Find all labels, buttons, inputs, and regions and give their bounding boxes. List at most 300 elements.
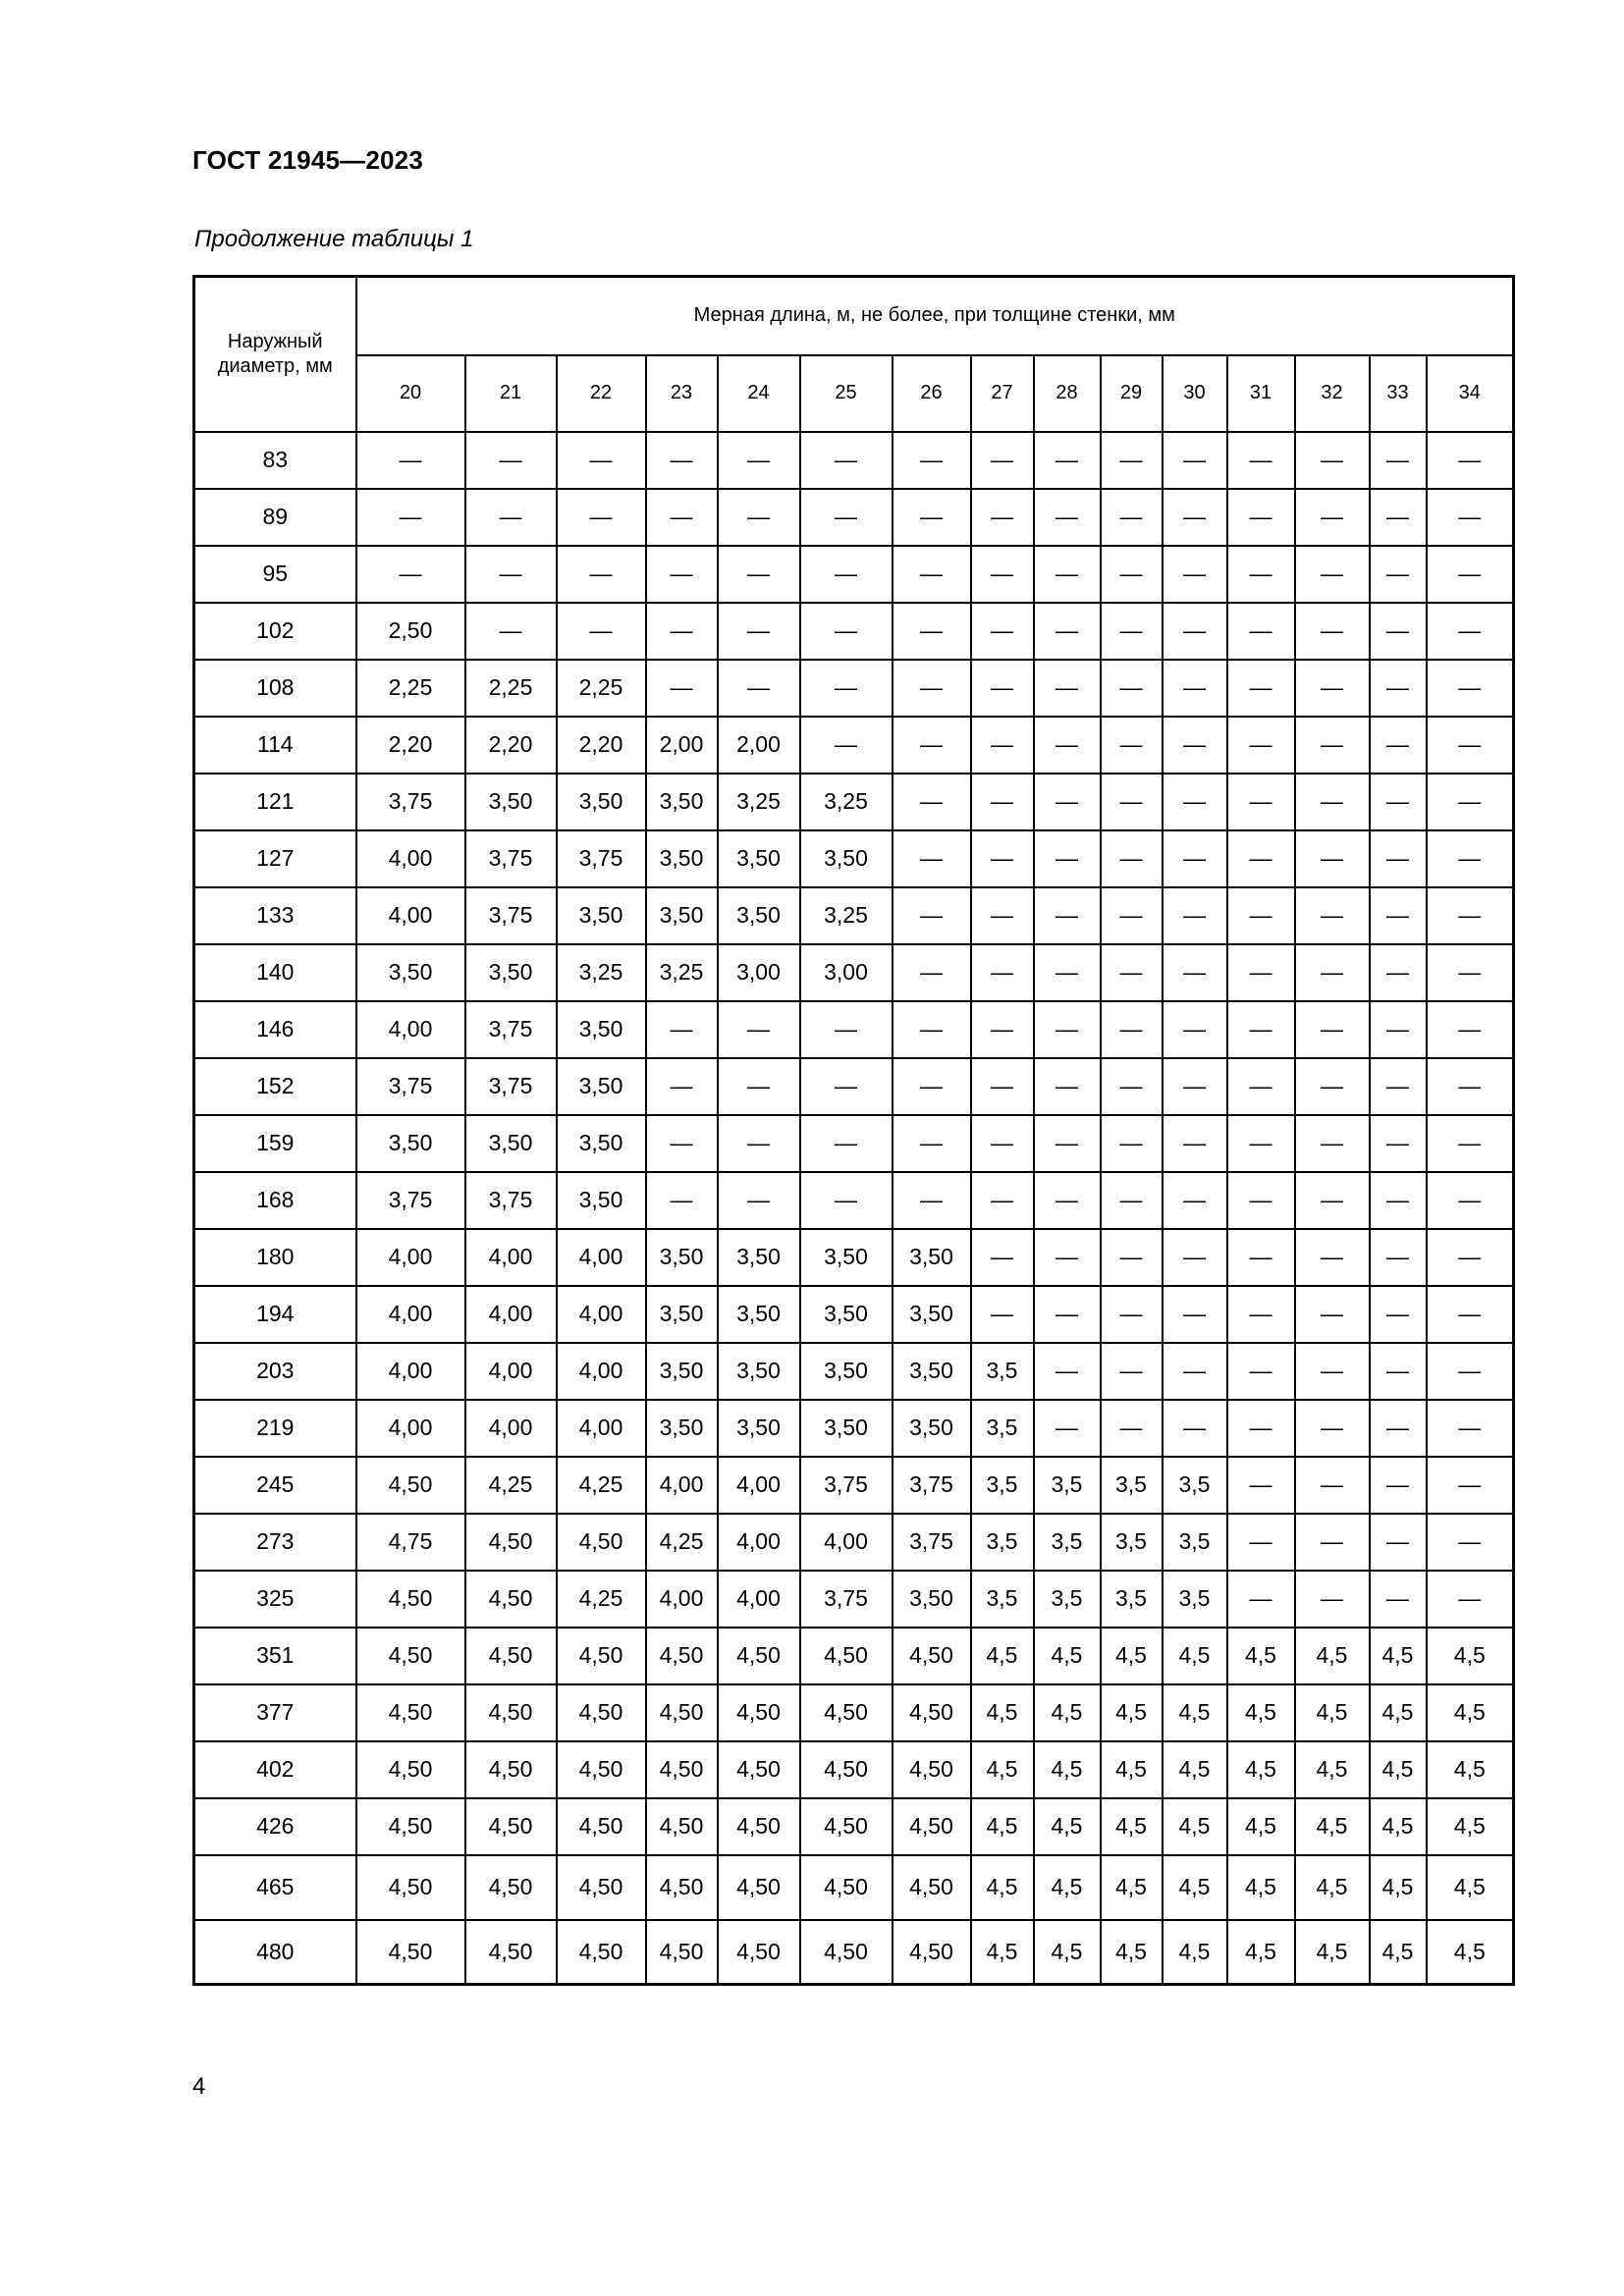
length-value-cell: 4,00 [356, 1286, 465, 1343]
length-value-cell: 4,50 [356, 1920, 465, 1985]
outer-diameter-cell: 152 [194, 1058, 356, 1115]
length-value-cell: 4,50 [356, 1684, 465, 1741]
length-value-cell: — [1427, 603, 1514, 660]
length-value-cell: — [893, 944, 971, 1001]
length-value-cell: — [1427, 1058, 1514, 1115]
length-value-cell: 3,50 [557, 1058, 646, 1115]
length-value-cell: — [718, 660, 800, 717]
length-value-cell: — [1227, 432, 1295, 489]
length-value-cell: — [718, 546, 800, 603]
wall-thickness-column-header: 24 [718, 355, 800, 432]
length-value-cell: — [1427, 887, 1514, 944]
table-row [194, 717, 1514, 774]
length-value-cell: 4,00 [557, 1343, 646, 1400]
length-value-cell: 3,50 [800, 830, 893, 887]
length-value-cell: 4,5 [1295, 1628, 1370, 1684]
length-value-cell: 4,00 [557, 1400, 646, 1457]
length-value-cell: — [1295, 489, 1370, 546]
length-value-cell: 3,50 [893, 1400, 971, 1457]
length-value-cell: — [1227, 1343, 1295, 1400]
outer-diameter-cell: 159 [194, 1115, 356, 1172]
length-value-cell: — [971, 1286, 1034, 1343]
length-value-cell: 4,50 [718, 1920, 800, 1985]
length-value-cell: — [557, 432, 646, 489]
length-value-cell: — [1295, 1343, 1370, 1400]
length-value-cell: 3,50 [800, 1229, 893, 1286]
length-value-cell: — [1227, 1229, 1295, 1286]
length-value-cell: 3,75 [557, 830, 646, 887]
length-value-cell: 3,75 [465, 1172, 557, 1229]
length-value-cell: 4,50 [718, 1741, 800, 1798]
length-value-cell: 4,50 [646, 1741, 718, 1798]
table-row [194, 1343, 1514, 1400]
table-row [194, 944, 1514, 1001]
wall-thickness-column-header: 26 [893, 355, 971, 432]
length-value-cell: — [1034, 887, 1101, 944]
length-value-cell: 4,5 [1034, 1855, 1101, 1920]
wall-thickness-column-header: 27 [971, 355, 1034, 432]
length-value-cell: — [1370, 1514, 1427, 1571]
length-value-cell: — [465, 603, 557, 660]
wall-thickness-column-header: 25 [800, 355, 893, 432]
length-value-cell: 3,5 [971, 1571, 1034, 1628]
length-value-cell: — [1034, 944, 1101, 1001]
length-value-cell: 4,5 [1101, 1798, 1163, 1855]
length-value-cell: — [646, 1058, 718, 1115]
outer-diameter-cell: 83 [194, 432, 356, 489]
length-value-cell: — [1427, 1115, 1514, 1172]
outer-diameter-cell: 194 [194, 1286, 356, 1343]
length-value-cell: — [971, 944, 1034, 1001]
outer-diameter-cell: 465 [194, 1855, 356, 1920]
length-value-cell: 4,50 [465, 1571, 557, 1628]
length-value-cell: 3,25 [800, 887, 893, 944]
length-value-cell: 3,50 [646, 1229, 718, 1286]
length-value-cell: 4,50 [800, 1628, 893, 1684]
length-value-cell: — [1163, 489, 1227, 546]
length-value-cell: — [1370, 887, 1427, 944]
length-value-cell: 3,5 [1034, 1457, 1101, 1514]
length-value-cell: 4,5 [971, 1920, 1034, 1985]
length-value-cell: — [646, 1172, 718, 1229]
length-value-cell: — [1163, 1115, 1227, 1172]
length-value-cell: — [1370, 1286, 1427, 1343]
length-value-cell: — [1163, 1058, 1227, 1115]
length-value-cell: — [1034, 830, 1101, 887]
length-value-cell: — [1163, 1343, 1227, 1400]
length-value-cell: — [1227, 489, 1295, 546]
length-value-cell: — [1370, 1400, 1427, 1457]
length-value-cell: 4,00 [646, 1457, 718, 1514]
length-value-cell: — [1427, 1514, 1514, 1571]
outer-diameter-cell: 325 [194, 1571, 356, 1628]
length-value-cell: — [893, 432, 971, 489]
length-value-cell: — [465, 432, 557, 489]
length-value-cell: — [646, 603, 718, 660]
outer-diameter-cell: 203 [194, 1343, 356, 1400]
length-value-cell: 3,75 [893, 1514, 971, 1571]
wall-thickness-column-header: 22 [557, 355, 646, 432]
length-value-cell: 4,00 [800, 1514, 893, 1571]
length-value-cell: — [1227, 1457, 1295, 1514]
length-value-cell: — [1034, 489, 1101, 546]
length-value-cell: 4,5 [1227, 1684, 1295, 1741]
length-value-cell: 4,50 [800, 1798, 893, 1855]
length-value-cell: 4,5 [1034, 1798, 1101, 1855]
outer-diameter-cell: 402 [194, 1741, 356, 1798]
length-value-cell: 4,50 [893, 1741, 971, 1798]
length-value-cell: 4,00 [356, 1343, 465, 1400]
length-value-cell: — [1427, 1286, 1514, 1343]
length-value-cell: — [1370, 1343, 1427, 1400]
length-value-cell: — [971, 489, 1034, 546]
length-value-cell: — [1034, 1343, 1101, 1400]
length-value-cell: 4,5 [1370, 1798, 1427, 1855]
length-value-cell: — [800, 603, 893, 660]
length-value-cell: 3,50 [800, 1343, 893, 1400]
length-value-cell: — [1163, 1172, 1227, 1229]
length-value-cell: 3,50 [646, 887, 718, 944]
length-value-cell: — [1295, 944, 1370, 1001]
length-value-cell: 3,50 [800, 1400, 893, 1457]
length-value-cell: — [1227, 887, 1295, 944]
length-value-cell: — [893, 489, 971, 546]
length-value-cell: 3,75 [465, 1058, 557, 1115]
length-value-cell: 4,00 [356, 887, 465, 944]
length-value-cell: — [1295, 660, 1370, 717]
length-value-cell: — [1427, 1172, 1514, 1229]
table-row [194, 830, 1514, 887]
length-value-cell: 4,5 [1227, 1798, 1295, 1855]
length-value-cell: — [557, 489, 646, 546]
length-value-cell: 4,50 [465, 1514, 557, 1571]
length-value-cell: 3,50 [646, 1400, 718, 1457]
length-value-cell: 4,50 [893, 1628, 971, 1684]
length-value-cell: — [971, 1229, 1034, 1286]
length-value-cell: 4,5 [1370, 1920, 1427, 1985]
length-value-cell: 4,50 [800, 1920, 893, 1985]
length-value-cell: 4,5 [1101, 1684, 1163, 1741]
length-value-cell: — [1427, 432, 1514, 489]
length-value-cell: 4,5 [1427, 1920, 1514, 1985]
length-value-cell: — [718, 1001, 800, 1058]
length-value-cell: 4,25 [465, 1457, 557, 1514]
table-row [194, 546, 1514, 603]
length-value-cell: — [1370, 660, 1427, 717]
length-value-cell: 3,50 [557, 774, 646, 830]
length-value-cell: 3,75 [356, 774, 465, 830]
length-value-cell: — [893, 830, 971, 887]
length-value-cell: 4,50 [893, 1798, 971, 1855]
length-value-cell: 4,00 [356, 1400, 465, 1457]
length-value-cell: 4,50 [356, 1571, 465, 1628]
length-value-cell: — [800, 1115, 893, 1172]
length-value-cell: — [1227, 1001, 1295, 1058]
table-row [194, 1920, 1514, 1985]
table-row [194, 1058, 1514, 1115]
outer-diameter-cell: 219 [194, 1400, 356, 1457]
length-value-cell: — [800, 717, 893, 774]
length-value-cell: 4,50 [718, 1855, 800, 1920]
length-value-cell: — [1427, 1400, 1514, 1457]
length-value-cell: — [1295, 1571, 1370, 1628]
length-value-cell: — [1370, 774, 1427, 830]
length-value-cell: 4,00 [718, 1514, 800, 1571]
length-value-cell: 4,50 [356, 1628, 465, 1684]
wall-thickness-column-header: 28 [1034, 355, 1101, 432]
length-value-cell: — [1163, 1286, 1227, 1343]
table-row [194, 1684, 1514, 1741]
length-value-cell: 3,50 [893, 1571, 971, 1628]
length-value-cell: — [1163, 887, 1227, 944]
length-value-cell: — [557, 603, 646, 660]
length-value-cell: — [971, 1172, 1034, 1229]
length-value-cell: — [1034, 1115, 1101, 1172]
outer-diameter-cell: 121 [194, 774, 356, 830]
length-value-cell: — [1101, 603, 1163, 660]
length-value-cell: 3,5 [1163, 1571, 1227, 1628]
length-value-cell: 2,20 [356, 717, 465, 774]
length-value-cell: 4,50 [465, 1798, 557, 1855]
length-value-cell: — [1370, 432, 1427, 489]
length-value-cell: 4,5 [1427, 1855, 1514, 1920]
length-value-cell: 2,50 [356, 603, 465, 660]
length-value-cell: — [1370, 830, 1427, 887]
length-value-cell: — [1370, 1001, 1427, 1058]
length-value-cell: — [971, 1058, 1034, 1115]
table-row [194, 1286, 1514, 1343]
length-value-cell: — [1427, 1343, 1514, 1400]
length-value-cell: 4,50 [356, 1741, 465, 1798]
wall-thickness-column-header: 23 [646, 355, 718, 432]
length-value-cell: — [800, 432, 893, 489]
length-value-cell: — [1034, 1001, 1101, 1058]
length-value-cell: — [971, 603, 1034, 660]
length-value-cell: — [646, 546, 718, 603]
length-value-cell: — [646, 660, 718, 717]
length-value-cell: 3,50 [893, 1229, 971, 1286]
length-value-cell: — [1101, 887, 1163, 944]
length-value-cell: 3,5 [971, 1457, 1034, 1514]
length-value-cell: 4,5 [1370, 1741, 1427, 1798]
length-value-cell: 4,5 [1227, 1628, 1295, 1684]
length-value-cell: — [1370, 489, 1427, 546]
length-value-cell: — [1370, 717, 1427, 774]
length-value-cell: 4,5 [1034, 1628, 1101, 1684]
table-row [194, 1172, 1514, 1229]
length-value-cell: — [1163, 717, 1227, 774]
table-row [194, 489, 1514, 546]
wall-thickness-column-header: 33 [1370, 355, 1427, 432]
length-value-cell: — [1034, 660, 1101, 717]
table-row [194, 1457, 1514, 1514]
length-value-cell: 3,75 [356, 1058, 465, 1115]
length-value-cell: — [1101, 660, 1163, 717]
length-value-cell: 4,00 [356, 1001, 465, 1058]
length-value-cell: — [465, 546, 557, 603]
length-value-cell: 4,50 [465, 1741, 557, 1798]
length-value-cell: 4,00 [465, 1229, 557, 1286]
length-value-cell: — [1034, 1286, 1101, 1343]
length-value-cell: — [1295, 830, 1370, 887]
outer-diameter-cell: 351 [194, 1628, 356, 1684]
length-value-cell: — [1034, 603, 1101, 660]
length-value-cell: 4,5 [1163, 1798, 1227, 1855]
length-value-cell: — [1101, 717, 1163, 774]
length-value-cell: — [1227, 944, 1295, 1001]
length-value-cell: 2,20 [465, 717, 557, 774]
length-value-cell: — [1295, 1115, 1370, 1172]
length-value-cell: 4,5 [1370, 1855, 1427, 1920]
outer-diameter-cell: 95 [194, 546, 356, 603]
length-value-cell: 3,50 [893, 1286, 971, 1343]
length-value-cell: 3,5 [1101, 1457, 1163, 1514]
table-row [194, 1628, 1514, 1684]
length-value-cell: — [1295, 774, 1370, 830]
length-value-cell: — [1101, 1286, 1163, 1343]
length-value-cell: — [1101, 1343, 1163, 1400]
length-value-cell: 4,5 [971, 1798, 1034, 1855]
length-value-cell: — [1101, 1001, 1163, 1058]
table-caption: Продолжение таблицы 1 [194, 226, 474, 252]
length-value-cell: — [1427, 774, 1514, 830]
length-value-cell: 4,5 [1101, 1855, 1163, 1920]
wall-thickness-column-header: 32 [1295, 355, 1370, 432]
length-value-cell: 3,50 [646, 774, 718, 830]
table-row [194, 1001, 1514, 1058]
length-value-cell: 4,5 [1163, 1628, 1227, 1684]
length-value-cell: 4,25 [557, 1457, 646, 1514]
length-value-cell: — [646, 432, 718, 489]
length-value-cell: — [1227, 1514, 1295, 1571]
length-value-cell: — [1034, 546, 1101, 603]
length-value-cell: 3,50 [718, 1229, 800, 1286]
length-value-cell: 4,50 [465, 1855, 557, 1920]
length-value-cell: 3,00 [800, 944, 893, 1001]
length-value-cell: 4,5 [1227, 1741, 1295, 1798]
length-value-cell: — [1227, 717, 1295, 774]
length-value-cell: 4,00 [465, 1286, 557, 1343]
length-value-cell: — [1227, 1400, 1295, 1457]
length-value-cell: 4,50 [646, 1798, 718, 1855]
length-value-cell: 2,25 [557, 660, 646, 717]
length-value-cell: 3,75 [465, 887, 557, 944]
length-value-cell: 3,50 [646, 830, 718, 887]
outer-diameter-header: Наружный диаметр, мм [194, 277, 356, 432]
length-value-cell: 4,5 [1295, 1855, 1370, 1920]
length-value-cell: — [1227, 1058, 1295, 1115]
table-row [194, 660, 1514, 717]
length-value-cell: — [1163, 660, 1227, 717]
length-value-cell: — [1163, 944, 1227, 1001]
length-value-cell: 3,50 [557, 1172, 646, 1229]
length-value-cell: — [1370, 1457, 1427, 1514]
length-value-cell: — [1295, 603, 1370, 660]
length-value-cell: — [1370, 1058, 1427, 1115]
length-value-cell: 4,50 [893, 1855, 971, 1920]
length-value-cell: 4,50 [356, 1457, 465, 1514]
length-value-cell: 4,25 [646, 1514, 718, 1571]
length-value-cell: 3,50 [800, 1286, 893, 1343]
length-value-cell: 4,5 [971, 1741, 1034, 1798]
length-value-cell: — [1427, 1229, 1514, 1286]
length-value-cell: — [1101, 1172, 1163, 1229]
length-value-cell: — [800, 1172, 893, 1229]
length-value-cell: — [893, 1115, 971, 1172]
length-value-cell: 3,50 [465, 1115, 557, 1172]
length-value-cell: — [1295, 717, 1370, 774]
length-value-cell: 4,5 [1295, 1741, 1370, 1798]
length-value-cell: 4,5 [1427, 1741, 1514, 1798]
wall-thickness-column-header: 30 [1163, 355, 1227, 432]
outer-diameter-cell: 89 [194, 489, 356, 546]
length-value-cell: 2,00 [646, 717, 718, 774]
length-value-cell: 3,25 [718, 774, 800, 830]
length-value-cell: 3,50 [893, 1343, 971, 1400]
table-row [194, 887, 1514, 944]
length-value-cell: — [1370, 1571, 1427, 1628]
length-value-cell: 4,5 [1034, 1741, 1101, 1798]
length-value-cell: — [1295, 1457, 1370, 1514]
length-value-cell: 4,5 [971, 1855, 1034, 1920]
table-row [194, 1229, 1514, 1286]
length-value-cell: — [1101, 489, 1163, 546]
length-value-cell: — [893, 546, 971, 603]
table-row [194, 1115, 1514, 1172]
length-value-cell: — [971, 830, 1034, 887]
length-value-cell: 4,50 [356, 1855, 465, 1920]
length-value-cell: 4,50 [465, 1684, 557, 1741]
length-value-cell: 3,50 [557, 1115, 646, 1172]
wall-thickness-column-header: 20 [356, 355, 465, 432]
length-value-cell: — [356, 546, 465, 603]
length-value-cell: — [1227, 660, 1295, 717]
length-value-cell: 3,5 [1163, 1514, 1227, 1571]
length-value-cell: — [1163, 1400, 1227, 1457]
length-value-cell: — [893, 660, 971, 717]
length-value-cell: 4,50 [557, 1798, 646, 1855]
length-value-cell: — [1163, 1001, 1227, 1058]
length-value-cell: 4,50 [718, 1798, 800, 1855]
length-value-cell: 4,50 [718, 1628, 800, 1684]
length-value-cell: — [971, 1001, 1034, 1058]
length-value-cell: 4,00 [465, 1343, 557, 1400]
length-value-cell: 4,5 [1034, 1684, 1101, 1741]
length-value-cell: — [1295, 1001, 1370, 1058]
length-value-cell: — [718, 1172, 800, 1229]
table-row [194, 1741, 1514, 1798]
length-value-cell: 4,00 [465, 1400, 557, 1457]
table-row [194, 1798, 1514, 1855]
length-value-cell: — [1227, 1115, 1295, 1172]
length-value-cell: — [1034, 432, 1101, 489]
length-value-cell: — [1101, 546, 1163, 603]
length-value-cell: — [971, 887, 1034, 944]
length-value-cell: — [718, 432, 800, 489]
length-value-cell: — [1427, 1001, 1514, 1058]
table-row [194, 774, 1514, 830]
length-value-cell: 4,00 [718, 1571, 800, 1628]
length-value-cell: 3,50 [646, 1286, 718, 1343]
length-value-cell: — [971, 546, 1034, 603]
length-value-cell: 4,5 [1295, 1920, 1370, 1985]
length-value-cell: 4,50 [800, 1741, 893, 1798]
length-value-cell: — [893, 887, 971, 944]
outer-diameter-cell: 108 [194, 660, 356, 717]
length-value-cell: — [557, 546, 646, 603]
length-value-cell: 4,50 [893, 1684, 971, 1741]
wall-thickness-column-header: 31 [1227, 355, 1295, 432]
